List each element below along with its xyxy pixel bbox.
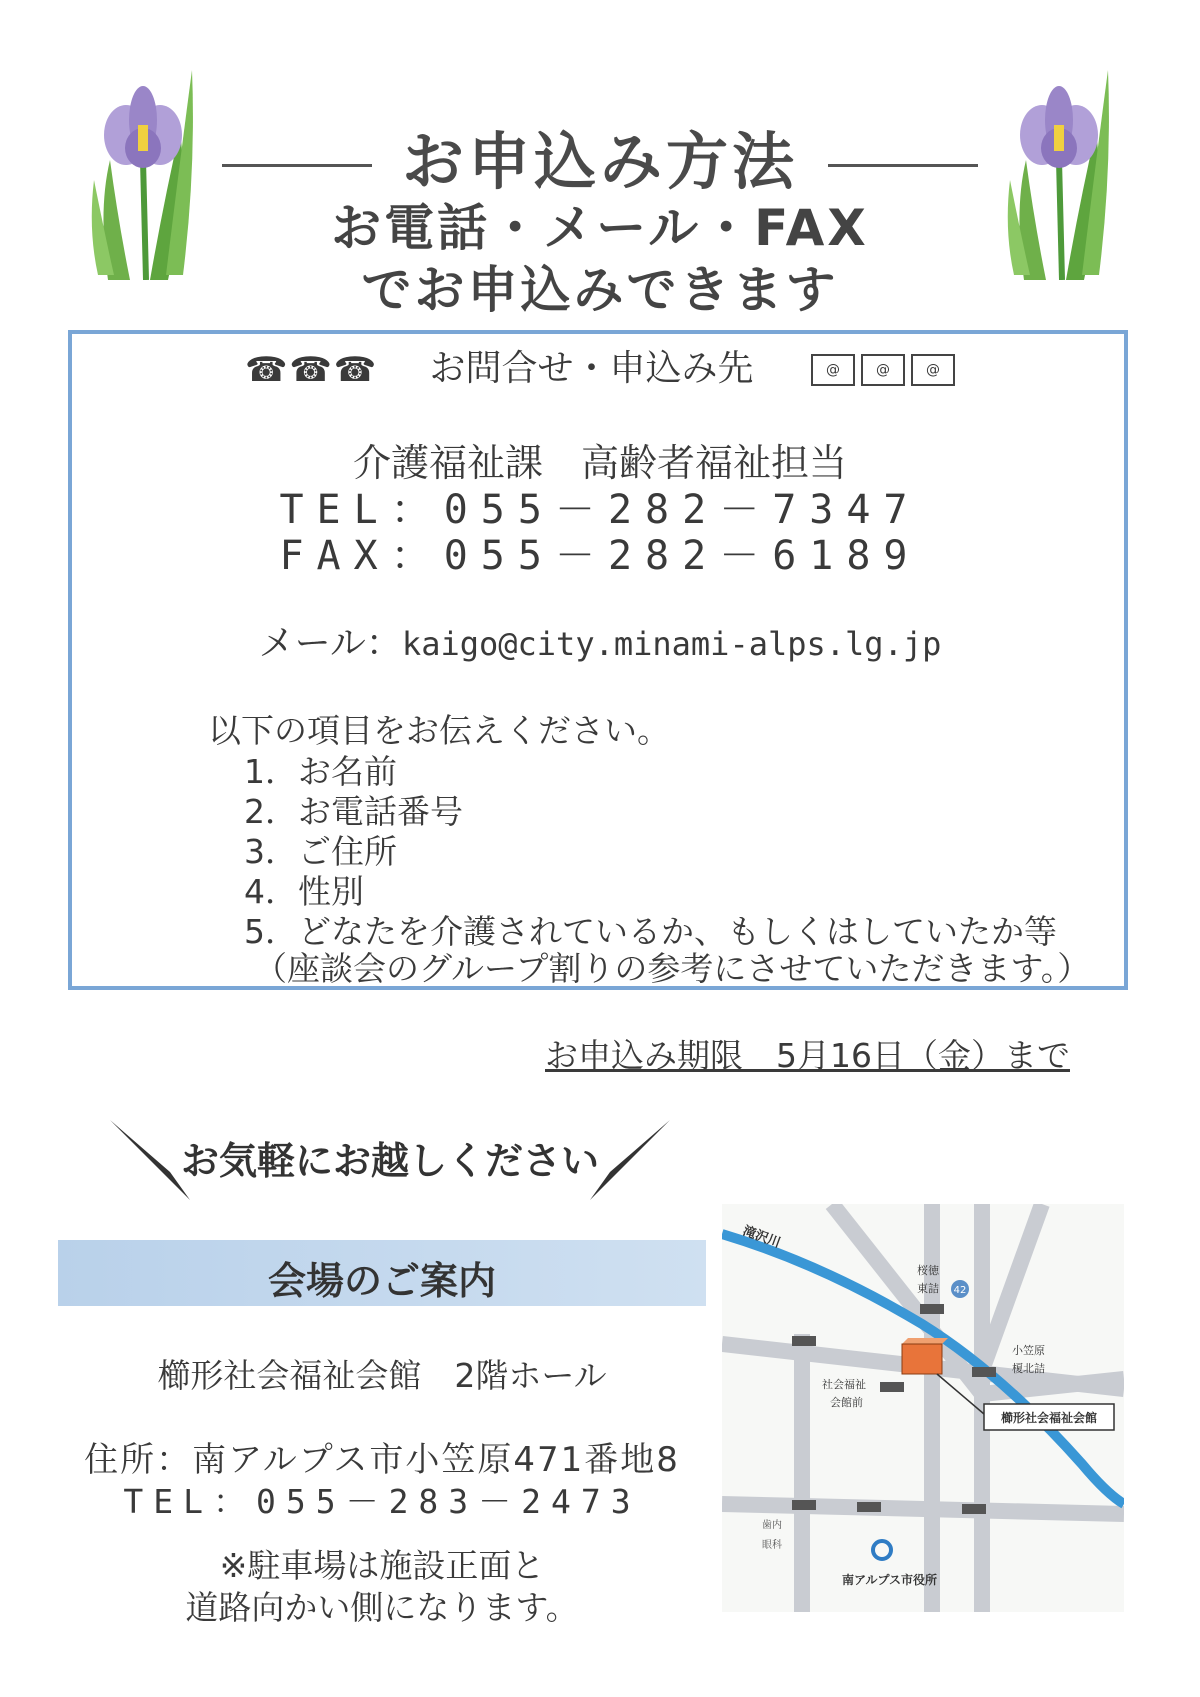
invite-banner [110,1112,670,1202]
small-label-2: 眼科 [762,1540,782,1551]
mail-icon: @ [811,354,855,386]
email-label: メール： [258,623,402,664]
list-item: 3．ご住所 [244,832,397,871]
contact-heading-label: お問合せ・申込み先 [429,348,754,389]
invite-text: お気軽にお越しください [180,1139,600,1183]
signal-1-label-a: 桜徳 [917,1264,939,1277]
signal-2-label-b: 榎北詰 [1012,1362,1045,1375]
title-text: お申込み方法 [401,125,798,198]
venue-address: 住所：南アルプス市小笠原471番地8 [84,1440,680,1480]
signal-1-label-b: 東詰 [917,1282,939,1295]
subtitle-line-1: お電話・メール・FAX [331,199,869,257]
banner-slash-left [110,1120,190,1200]
items-intro: 以下の項目をお伝えください。 [208,711,670,750]
deadline: お申込み期限 5月16日（金）まで [545,1036,1070,1075]
fax-number: FAX：055－282－6189 [279,533,921,579]
list-item: 1．お名前 [244,752,397,791]
list-item: 4．性別 [244,872,364,911]
grouping-note: （座談会のグループ割りの参考にさせていただきます。） [254,949,1091,988]
parking-note-line-2: 道路向かい側になります。 [185,1588,579,1627]
signal-3-label-a: 社会福祉 [822,1378,866,1391]
telephone-icon: ☎☎☎ [245,350,379,390]
venue-map [722,1204,1124,1612]
route-number: 42 [953,1285,967,1296]
facility-top [902,1338,948,1344]
venue-tel: TEL：055－283－2473 [123,1482,641,1521]
mail-icon: @ [861,354,905,386]
contact-heading [0,340,1200,391]
department: 介護福祉課 高齢者福祉担当 [352,441,847,485]
list-item: 2．お電話番号 [244,792,463,831]
email-line [0,615,1200,666]
venue-heading: 会場のご案内 [267,1259,496,1303]
title-rule-left [222,164,372,167]
mail-icon: @ [911,354,955,386]
facility-building-icon [902,1344,942,1374]
tel-number: TEL：055－282－7347 [279,487,921,533]
river-label: 滝沢川 [740,1223,783,1252]
subtitle-line-2: でお申込みできます [361,261,839,319]
parking-note-line-1: ※駐車場は施設正面と [219,1546,545,1585]
email-address[interactable]: kaigo@city.minami-alps.lg.jp [401,625,942,663]
list-item: 5．どなたを介護されているか、もしくはしていたか等 [244,912,1057,951]
banner-slash-right [590,1120,670,1200]
title-rule-right [828,164,978,167]
signal-3-label-b: 会館前 [830,1396,863,1409]
facility-label: 櫛形社会福祉会館 [1000,1411,1098,1425]
small-label-1: 歯内 [762,1520,782,1531]
venue-name: 櫛形社会福祉会館 2階ホール [157,1356,607,1395]
city-hall-label: 南アルプス市役所 [842,1573,938,1587]
signal-2-label-a: 小笠原 [1012,1344,1045,1357]
